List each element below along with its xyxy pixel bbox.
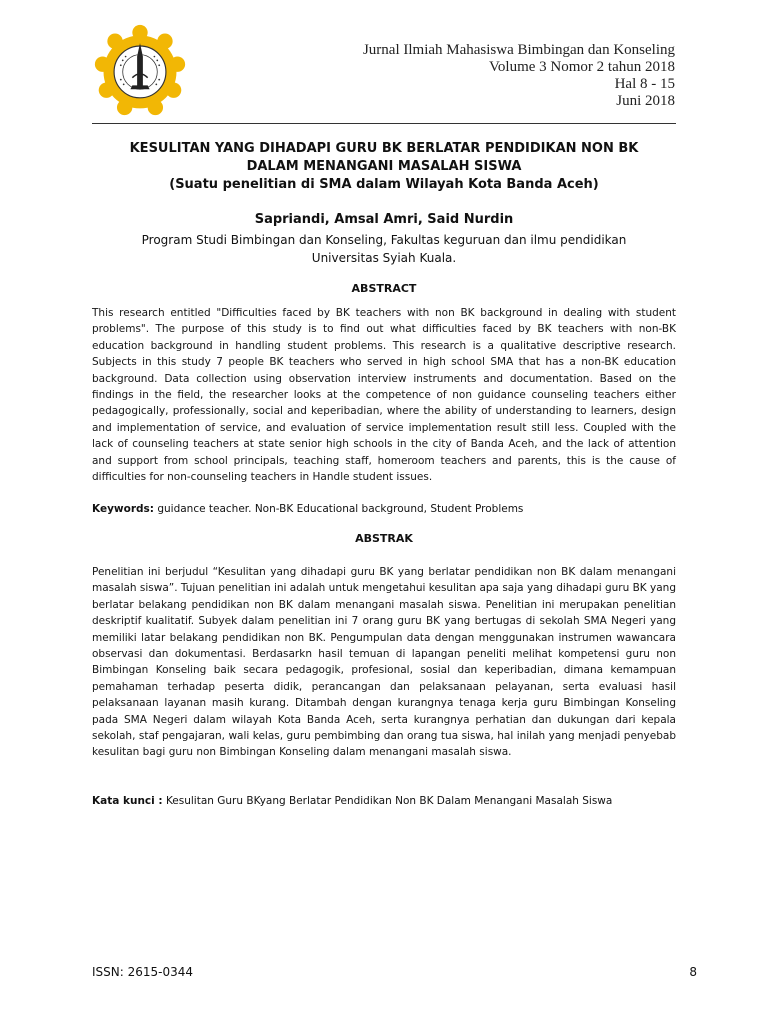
paper-title — [92, 140, 676, 194]
keywords-line — [92, 503, 676, 515]
kata-kunci-label: Kata kunci : — [92, 795, 163, 807]
journal-date: Juni 2018 — [616, 93, 675, 109]
keywords-text: guidance teacher. Non-BK Educational background, Student Problems — [157, 503, 524, 515]
title-line-1: KESULITAN YANG DIHADAPI GURU BK BERLATAR PENDIDIKAN NON BK — [129, 141, 639, 156]
journal-volume: Volume 3 Nomor 2 tahun 2018 — [489, 59, 675, 75]
affiliation-line-1: Program Studi Bimbingan dan Konseling, Fakultas keguruan dan ilmu pendidikan — [141, 233, 627, 247]
abstrak-heading: ABSTRAK — [355, 532, 413, 545]
abstrak-text: Penelitian ini berjudul “Kesulitan yang dihadapi guru BK yang berlatar pendidikan non BK dalam menangani masalah siswa”. Tujuan penelitian ini adalah untuk mengetahui kesulitan apa saja yang dihadapi guru BK yang berlatar belakang pendidikan non BK dalam menangani masalah siswa. Penelitian ini merupakan penelitian deskriptif kualitatif. Subyek dalam penelitian ini 7 orang guru BK yang bertugas di sekolah SMA Negeri yang memiliki latar belakang pendidikan non BK. Pengumpulan data dengan menggunakan instrumen wawancara observasi dan dokumentasi. Berdasarkn hasil temuan di lapangan peneliti melihat kompetensi guru non Bimbingan Konseling baik secara pedagogik, profesional, sosial dan keperibadian, dimana kemampuan pemahaman terhadap peserta didik, perancangan dan pelaksanaan pelayanan, serta evaluasi hasil pelaksanaan layanan masih kurang. Ditambah dengan kurangnya tenaga kerja guru Bimbingan Konseling pada SMA Negeri dalam wilayah Kota Banda Aceh, serta kurangnya perhatian dan dukungan dari kepala sekolah, staf pengajaran, wali kelas, guru pembimbing dan orang tua siswa, hal inilah yang menjadi penyebab kesulitan bagi guru non Bimbingan Konseling dalam menangani masalah siswa. — [92, 566, 676, 759]
title-line-3: (Suatu penelitian di SMA dalam Wilayah Kota Banda Aceh) — [169, 177, 599, 192]
abstract-heading: ABSTRACT — [351, 282, 417, 295]
footer-issn: ISSN: 2615-0344 — [92, 965, 194, 979]
keywords-label: Keywords: — [92, 503, 154, 515]
author-affiliation — [92, 231, 676, 267]
journal-name: Jurnal Ilmiah Mahasiswa Bimbingan dan Konseling — [362, 42, 675, 58]
kata-kunci-text: Kesulitan Guru BKyang Berlatar Pendidikan Non BK Dalam Menangani Masalah Siswa — [165, 795, 613, 807]
kata-kunci-line — [92, 795, 676, 807]
header-divider — [92, 123, 676, 124]
abstract-text: This research entitled "Difficulties faced by BK teachers with non BK background in dealing with student problems". The purpose of this study is to find out what difficulties faced by BK teachers with non-BK education background in handling student problems. This research is a qualitative descriptive research. Subjects in this study 7 people BK teachers who served in high school SMA that has a non-BK education background. Data collection using observation interview instruments and documentation. Based on the findings in the field, the researcher looks at the competence of non guidance counseling teachers either pedagogically, professionally, social and keperibadian, where the ability of understanding to learners, design and implementation of service, and evaluation of service implementation result still less. Coupled with the lack of counseling teachers at state senior high schools in the city of Banda Aceh, and the lack of attention and support from school principals, teaching staff, homeroom teachers and parents, this is the cause of difficulties for non-counseling teachers in Handle student issues. — [92, 307, 676, 484]
page-number: 8 — [689, 965, 697, 979]
paper-authors: Sapriandi, Amsal Amri, Said Nurdin — [254, 212, 514, 227]
university-logo — [92, 22, 188, 118]
journal-pages: Hal 8 - 15 — [614, 76, 675, 92]
affiliation-line-2: Universitas Syiah Kuala. — [311, 251, 457, 265]
title-line-2: DALAM MENANGANI MASALAH SISWA — [246, 159, 522, 174]
journal-header — [363, 42, 675, 110]
